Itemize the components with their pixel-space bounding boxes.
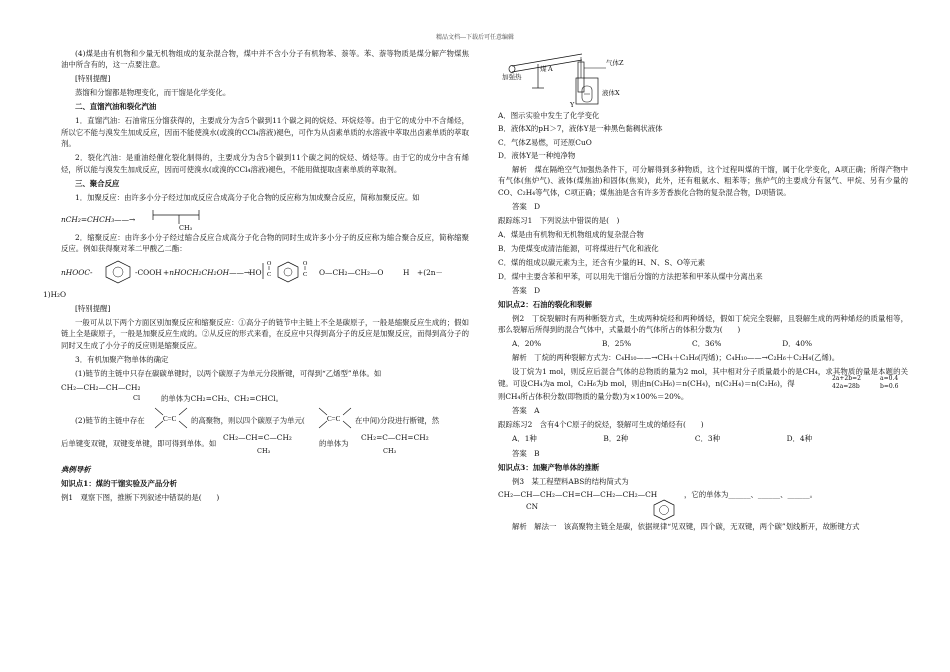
equation-propylene	[61, 206, 469, 230]
eq2-part-e: O—CH₂—CH₂—O	[319, 268, 384, 278]
fu2-option-a: A．1种	[512, 434, 537, 444]
svg-text:C: C	[267, 271, 272, 279]
eq2-part-c: +nHOCH₂CH₂OH——→	[163, 268, 251, 278]
system-line-1: 2a+2b=2	[832, 375, 861, 383]
ex2-analysis-3: 则CH₄所占体积分数(即物质的量分数)为×100%＝20%。	[498, 392, 689, 402]
fu1-option-d: D．煤中主要含苯和甲苯，可以用先干馏后分馏的方法把苯和甲苯从煤中分离出来	[498, 271, 763, 281]
ex2-analysis-1: 解析 丁烷的两种裂解方式为：C₄H₁₀——→CH₄＋C₃H₆(丙烯)；C₄H₁₀——→C₂H₆＋C₂H₄(乙烯)。	[512, 353, 840, 363]
abs-structure	[498, 487, 908, 521]
knowledge-point-1: 知识点1：煤的干馏实验及产品分析	[61, 478, 178, 488]
section-title-gasoline: 二、直馏汽油和裂化汽油	[75, 102, 157, 112]
equation-vinyl-chloride	[61, 382, 469, 404]
svg-text:C=C: C=C	[163, 414, 177, 423]
ex2-analysis-2: 设丁烷为1 mol，则反应后混合气体的总物质的量为2 mol，其中相对分子质量最小的是CH₄，求其物质的量是本题的关键。可设CH₄为a mol，C₂H₆为b mol，则由n(C₃H₆)＝n(CH₄)，n(C₂H₄)＝n(C₂H₆)，得	[498, 367, 908, 388]
tip-title: [特别提醒]	[75, 74, 111, 84]
eq3-tail: 的单体为CH₂=CH₂、CH₂=CHCl。	[161, 393, 284, 403]
system-line-2: 42a=28b	[832, 383, 860, 391]
eq4-ch3: CH₃	[257, 446, 271, 455]
ex2-option-c: C．36%	[691, 338, 722, 348]
p5-b: 的高聚物，则以四个碳原子为单元(	[191, 415, 305, 425]
eq2-part-b: -COOH	[135, 268, 162, 278]
p5-c: 在中间)分段进行断键，然	[355, 415, 440, 425]
right-column	[498, 48, 908, 535]
paragraph-coal-note: (4)煤是由有机物和少量无机物组成的复杂混合物，煤中并不含小分子有机物苯、萘等。苯、萘等物质是煤分解产物煤焦油中所含有的，这一点要注意。	[61, 49, 469, 70]
ex2-options	[512, 338, 812, 349]
paragraph-cracked: 2．裂化汽油：是重油经催化裂化制得的，主要成分为含5个碳到11个碳之间的烷烃、烯烃等。由于它的成分中含有烯烃，所以能与溴发生加成反应，因而可使溴水(或溴的CCl₄溶液)褪色，不能用做提取卤素单质的萃取剂。	[61, 153, 469, 174]
ex3-analysis: 解析 解法一 该高聚物主链全是碳，依据规律“见双键，四个碳，无双键，两个碳”划线断开，故断键方式	[512, 522, 860, 532]
ex1-option-c: C．气体Z易燃，可还原CuO	[498, 137, 592, 147]
label-heat: 加强热	[502, 73, 522, 81]
ex1-option-b: B．液体X的pH＞7，液体Y是一种黑色黏稠状液体	[498, 124, 663, 134]
double-bond-paragraph	[61, 406, 469, 430]
p5-a: (2)链节的主链中存在	[75, 415, 145, 425]
fu2-option-d: D．4种	[786, 434, 812, 444]
eq2-part-g: +(2n－	[417, 268, 443, 278]
result-line-2: b=0.6	[880, 383, 899, 391]
eq4-chain: CH₂—CH=C—CH₂	[223, 432, 292, 442]
label-a: A	[548, 65, 553, 73]
ester-bracket-icon	[259, 257, 317, 287]
paragraph-monomer: 3．有机加聚产物单体的确定	[75, 354, 169, 364]
abs-tail: ，它的单体为______、______、______。	[684, 490, 818, 500]
fu1-option-b: B．为使煤变成清洁能源，可将煤进行气化和液化	[498, 243, 659, 253]
label-gas-z: 气体Z	[606, 59, 624, 67]
ex1-analysis: 解析 煤在隔绝空气加强热条件下，可分解得到多种物质，这个过程叫煤的干馏，属于化学变化，A项正确；所得产物中有气体(焦炉气)、液体(煤焦油)和固体(焦炭)，此外，还有粗氨水、粗苯等；焦炉气的主要成分有氢气、甲烷、另有少量的CO、C₂H₄等气体，C项正确；煤焦油是含有许多芳香族化合物的复杂混合物，D项错误。	[498, 164, 908, 197]
tip2-text: 一般可从以下两个方面区别加聚反应和缩聚反应：①高分子的链节中主链上不全是碳原子，一般是缩聚反应生成的；假如链上全是碳原子，一般是加聚反应生成的。②从反应的形式来看，在反应中只得到高分子的反应是加聚反应，而得到高分子的同时又生成了小分子的反应则是缩聚反应。	[61, 318, 469, 350]
equation-system	[828, 375, 908, 391]
svg-text:C: C	[303, 271, 308, 279]
paragraph-addition: 1．加聚反应：由许多小分子经过加成反应合成高分子化合物的反应称为加成聚合反应，简称加聚反应。如	[75, 192, 420, 202]
label-y: Y	[570, 101, 575, 109]
ex2-option-b: B．25%	[601, 338, 632, 348]
fu2-answer: 答案 B	[512, 448, 540, 458]
ex1-option-d: D．液体Y是一种纯净物	[498, 151, 576, 161]
label-coal: 煤	[540, 65, 547, 73]
eq2-part-f: H	[403, 268, 410, 278]
svg-text:O: O	[267, 261, 272, 268]
polymer-bracket-icon	[149, 206, 269, 230]
paragraph-single-bond: (1)链节的主链中只存在碳碳单键时，以两个碳原子为单元分段断键，可得到“乙烯型”单体。如	[75, 368, 382, 378]
eq2-tail: 1)H₂O	[43, 290, 67, 300]
eq3-chain: CH₂—CH₂—CH—CH₂	[61, 382, 141, 392]
equation-pet	[61, 257, 469, 287]
ex2-answer: 答案 A	[512, 406, 540, 416]
apparatus-figure	[502, 48, 702, 110]
left-column	[43, 48, 469, 506]
paragraph-condensation: 2．缩聚反应：由许多小分子经过缩合反应合成高分子化合物的同时生成许多小分子的反应称为缩合聚合反应，简称缩聚反应。例如获得聚对苯二甲酸乙二酯：	[61, 232, 469, 254]
example-1: 例1 观察下图，推断下列叙述中错误的是( )	[61, 492, 220, 502]
fu2-options	[512, 433, 812, 444]
cc-double-bond-icon	[153, 406, 189, 430]
page-header: 精品文档---下载后可任意编辑	[435, 34, 515, 41]
section-title-examples: 典例导析	[61, 464, 91, 474]
fu2-option-b: B．2种	[603, 434, 629, 444]
svg-text:C=C: C=C	[327, 414, 341, 423]
eq5-chain: CH₂=C—CH=CH₂	[361, 432, 429, 442]
fu1-option-c: C．煤的组成以碳元素为主，还含有少量的H、N、S、O等元素	[498, 257, 706, 267]
example-3: 例3 某工程塑料ABS的结构简式为	[512, 476, 629, 486]
fu1-option-a: A．煤是由有机物和无机物组成的复杂混合物	[498, 229, 644, 239]
ex2-option-d: D．40%	[782, 338, 812, 348]
label-liquid-x: 液体X	[602, 89, 620, 97]
methyl-label: CH₃	[179, 223, 193, 232]
eq2-part-d: HO	[249, 268, 262, 278]
p6-b: 的单体为	[319, 438, 349, 448]
example-2: 例2 丁烷裂解时有两种断裂方式，生成两种烷烃和两种烯烃，假如丁烷完全裂解，且裂解生成的两种烯烃的质量相等，那么裂解后所得到的混合气体中，式量最小的气体所占的体积分数为( )	[498, 313, 908, 334]
result-line-1: a=0.4	[880, 375, 899, 383]
eq2-part-a: nHOOC-	[61, 268, 93, 278]
ex1-answer: 答案 D	[512, 201, 541, 211]
fu2-option-c: C．3种	[694, 434, 721, 444]
abs-chain: CH₂—CH—CH₂—CH=CH—CH₂—CH₂—CH	[498, 490, 658, 500]
p6-a: 后单键变双键，双键变单键，即可得到单体。如	[61, 438, 217, 448]
followup-2-question: 跟踪练习2 含有4个C原子的烷烃，裂解可生成的烯烃有( )	[498, 420, 704, 430]
distillation-apparatus-icon	[502, 48, 662, 110]
ex1-option-a: A．图示实验中发生了化学变化	[498, 111, 600, 120]
equation-reactant: nCH₂=CHCH₃——→	[61, 214, 136, 224]
paragraph-straight-run: 1．直馏汽油：石油常压分馏获得的，主要成分为含5个碳到11个碳之间的烷烃、环烷烃等。由于它的成分中不含烯烃，所以它不能与溴发生加成反应，因而不能使溴水(或溴的CCl₄溶液)褪色，可作为从卤素单质的水溶液中萃取出卤素单质的萃取剂。	[61, 116, 469, 149]
isoprene-paragraph	[61, 432, 469, 458]
knowledge-point-2: 知识点2：石油的裂化和裂解	[498, 299, 592, 309]
eq5-ch3: CH₃	[383, 446, 397, 455]
svg-text:O: O	[303, 261, 308, 268]
section-title-polymerization: 三、聚合反应	[75, 178, 120, 188]
phenyl-ring-icon	[652, 499, 676, 521]
followup-1-question: 跟踪练习1 下列说法中错误的是( )	[498, 215, 620, 225]
cc-double-bond-icon-2	[317, 406, 353, 430]
fu1-answer: 答案 D	[512, 285, 541, 295]
abs-cn: CN	[526, 502, 539, 512]
tip2-title: [特别提醒]	[75, 304, 111, 314]
tip-text: 蒸馏和分馏都是物理变化，而干馏是化学变化。	[75, 88, 231, 98]
knowledge-point-3: 知识点3：加聚产物单体的推断	[498, 462, 600, 472]
eq3-cl: Cl	[133, 393, 141, 402]
benzene-ring-icon	[101, 260, 135, 284]
ex2-option-a: A．20%	[512, 338, 542, 348]
